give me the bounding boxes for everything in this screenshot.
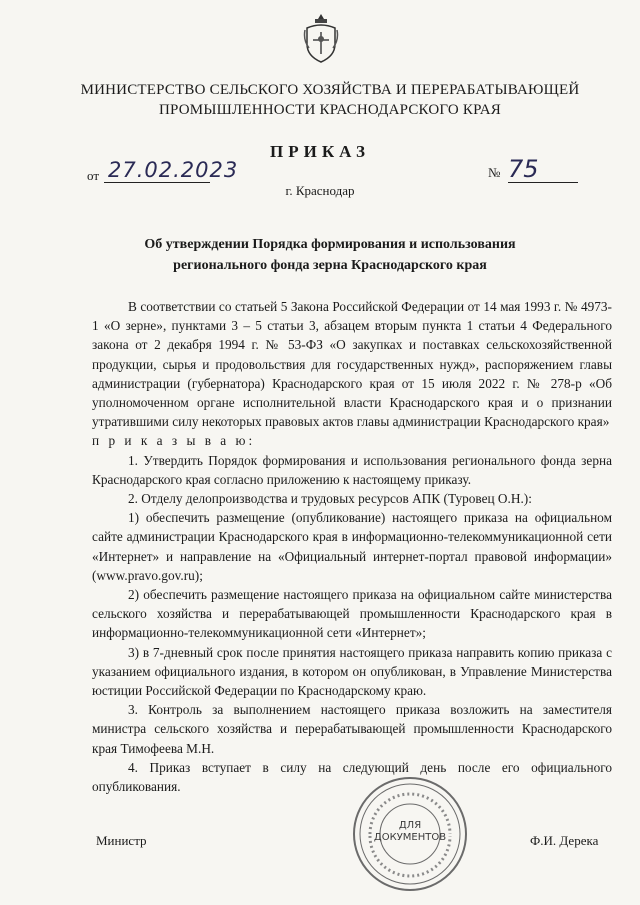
stamp-text	[350, 820, 470, 844]
document-type-title: ПРИКАЗ	[270, 142, 370, 161]
subject-line1: Об утверждении Порядка формирования и использования	[144, 237, 516, 252]
order-number: 75	[508, 155, 539, 183]
ministry-name-line2: ПРОМЫШЛЕННОСТИ КРАСНОДАРСКОГО КРАЯ	[159, 102, 501, 118]
item-4: 4. Приказ вступает в силу на следующий день после его официального опубликования.	[92, 759, 612, 795]
subject-line2: регионального фонда зерна Краснодарского края	[173, 258, 487, 273]
preamble-paragraph: В соответствии со статьей 5 Закона Российской Федерации от 14 мая 1993 г. № 4973-1 «О зерне», пунктами 3 – 5 статьи 3, абзацем вторым пункта 1 статьи 4 Федерального закона от 2 декабря 1994 г. № 53-ФЗ «О закупках и поставках сельскохозяйственной продукции, сырья и продовольствия для государственных нужд», распоряжением главы администрации (губернатора) Краснодарского края от 15 июля 2022 г. № 278-р «Об уполномоченном органе исполнительной власти Краснодарского края и о признании утратившими силу некоторых правовых актов главы администрации Краснодарского края»	[92, 299, 612, 430]
order-date: 27.02.2023	[108, 158, 239, 182]
item-2: 2. Отделу делопроизводства и трудовых ресурсов АПК (Туровец О.Н.):	[128, 491, 532, 507]
ministry-name-line1: МИНИСТЕРСТВО СЕЛЬСКОГО ХОЗЯЙСТВА И ПЕРЕРАБАТЫВАЮЩЕЙ	[80, 82, 580, 98]
item-2-3: 3) в 7-дневный срок после принятия настоящего приказа направить копию приказа с указанием официального издания, в котором он опубликован, в Управление Министерства юстиции Российской Федерации по Краснодарскому краю.	[92, 644, 612, 699]
stamp-line2: ДОКУМЕНТОВ	[373, 832, 447, 843]
item-3: 3. Контроль за выполнением настоящего приказа возложить на заместителя министра сельского хозяйства и перерабатывающей промышленности Краснодарского края Тимофеева М.Н.	[92, 702, 612, 756]
order-word: п р и к а з ы в а ю:	[92, 433, 256, 449]
number-prefix: №	[488, 165, 501, 180]
item-2-2: 2) обеспечить размещение настоящего приказа на официальном сайте министерства сельского хозяйства и перерабатывающей промышленности Краснодарского края в информационно-телекоммуникационной сети «Интернет»;	[92, 587, 612, 641]
item-1: 1. Утвердить Порядок формирования и использования регионального фонда зерна Краснодарского края согласно приложению к настоящему приказу.	[92, 452, 612, 487]
signer-name: Ф.И. Дерека	[530, 833, 599, 848]
stamp-line1: ДЛЯ	[398, 820, 422, 831]
city-label: г. Краснодар	[285, 183, 355, 198]
order-body	[92, 297, 612, 796]
date-prefix: от	[87, 168, 100, 183]
coat-of-arms-icon	[303, 12, 339, 64]
signer-title: Министр	[96, 833, 147, 848]
item-2-1: 1) обеспечить размещение (опубликование) настоящего приказа на официальном сайте администрации Краснодарского края в информационно-телекоммуникационной сети «Интернет» и направление на «Официальный интернет-портал правовой информации» (www.pravo.gov.ru);	[92, 510, 612, 583]
